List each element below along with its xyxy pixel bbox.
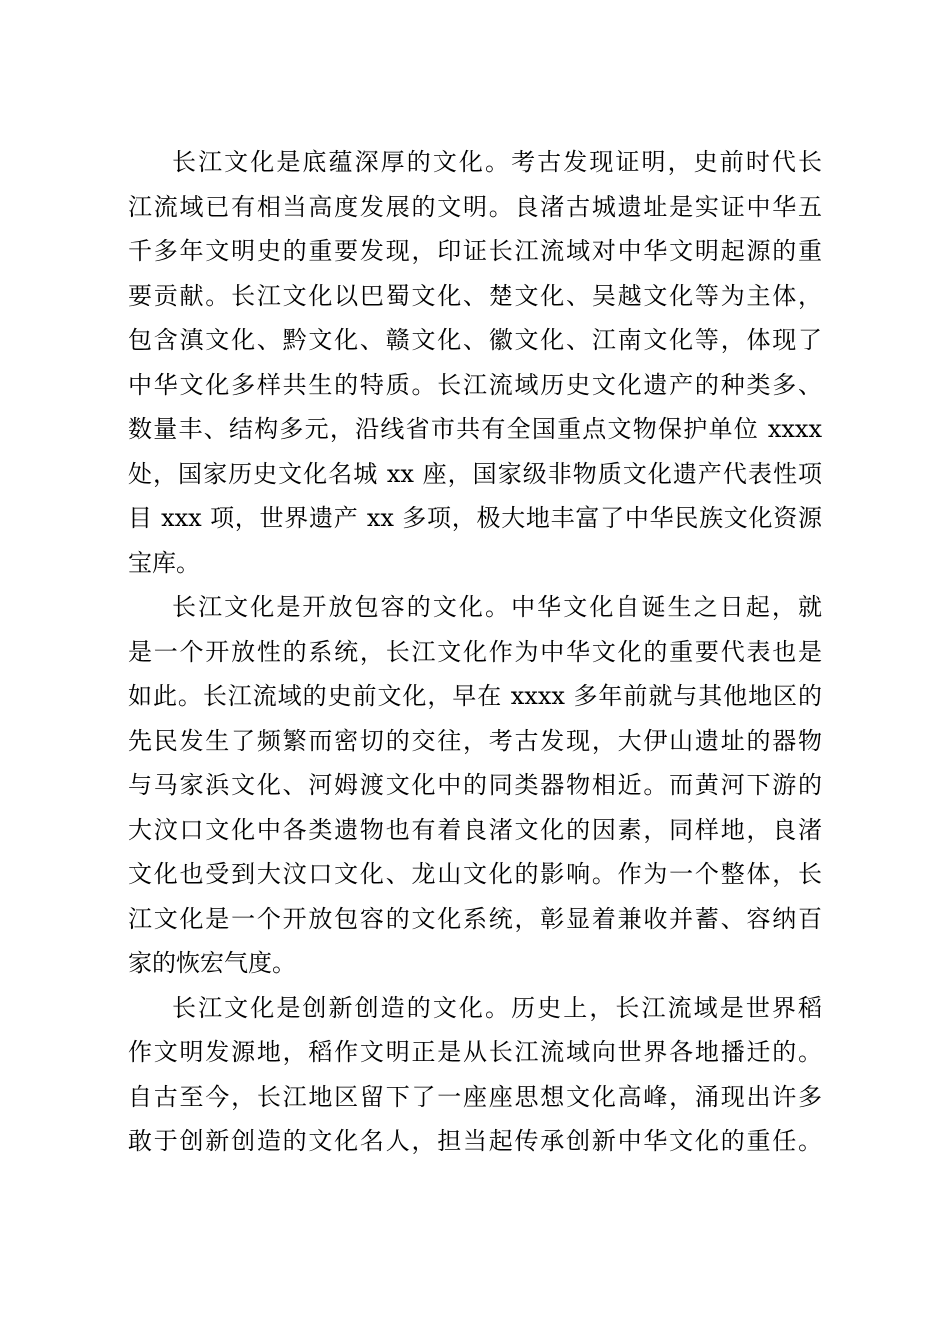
text-line: 处，国家历史文化名城 xx 座，国家级非物质文化遗产代表性项: [128, 459, 822, 488]
paragraph: [128, 140, 822, 585]
text-line: 长江文化是底蕴深厚的文化。考古发现证明，史前时代长: [172, 148, 822, 176]
text-line: 目 xxx 项，世界遗产 xx 多项，极大地丰富了中华民族文化资源: [128, 504, 822, 532]
text-line: 自古至今，长江地区留下了一座座思想文化高峰，涌现出许多: [128, 1082, 822, 1111]
text-line: 宝库。: [128, 548, 200, 577]
text-line: 文化也受到大汶口文化、龙山文化的影响。作为一个整体，长: [128, 860, 822, 888]
text-line: 如此。长江流域的史前文化，早在 xxxx 多年前就与其他地区的: [128, 682, 822, 710]
text-line: 敢于创新创造的文化名人，担当起传承创新中华文化的重任。: [128, 1127, 822, 1155]
text-line: 家的恢宏气度。: [128, 949, 296, 977]
text-line: 长江文化是创新创造的文化。历史上，长江流域是世界稻: [172, 993, 822, 1022]
text-line: 先民发生了频繁而密切的交往，考古发现，大伊山遗址的器物: [128, 726, 822, 755]
text-line: 是一个开放性的系统，长江文化作为中华文化的重要代表也是: [128, 637, 822, 666]
paragraph: [128, 585, 822, 986]
paragraph: [128, 986, 822, 1164]
text-line: 作文明发源地，稻作文明正是从长江流域向世界各地播迁的。: [128, 1038, 822, 1066]
text-line: 江流域已有相当高度发展的文明。良渚古城遗址是实证中华五: [128, 192, 822, 221]
text-line: 与马家浜文化、河姆渡文化中的同类器物相近。而黄河下游的: [128, 771, 822, 799]
text-line: 大汶口文化中各类遗物也有着良渚文化的因素，同样地，良渚: [128, 815, 822, 844]
text-line: 要贡献。长江文化以巴蜀文化、楚文化、吴越文化等为主体，: [128, 281, 822, 310]
text-line: 包含滇文化、黔文化、赣文化、徽文化、江南文化等，体现了: [128, 326, 822, 354]
text-line: 长江文化是开放包容的文化。中华文化自诞生之日起，就: [172, 593, 822, 621]
text-line: 千多年文明史的重要发现，印证长江流域对中华文明起源的重: [128, 237, 822, 265]
document-page: [128, 140, 822, 1164]
text-line: 江文化是一个开放包容的文化系统，彰显着兼收并蓄、容纳百: [128, 904, 822, 933]
text-line: 数量丰、结构多元，沿线省市共有全国重点文物保护单位 xxxx: [128, 415, 822, 443]
text-line: 中华文化多样共生的特质。长江流域历史文化遗产的种类多、: [128, 370, 822, 399]
